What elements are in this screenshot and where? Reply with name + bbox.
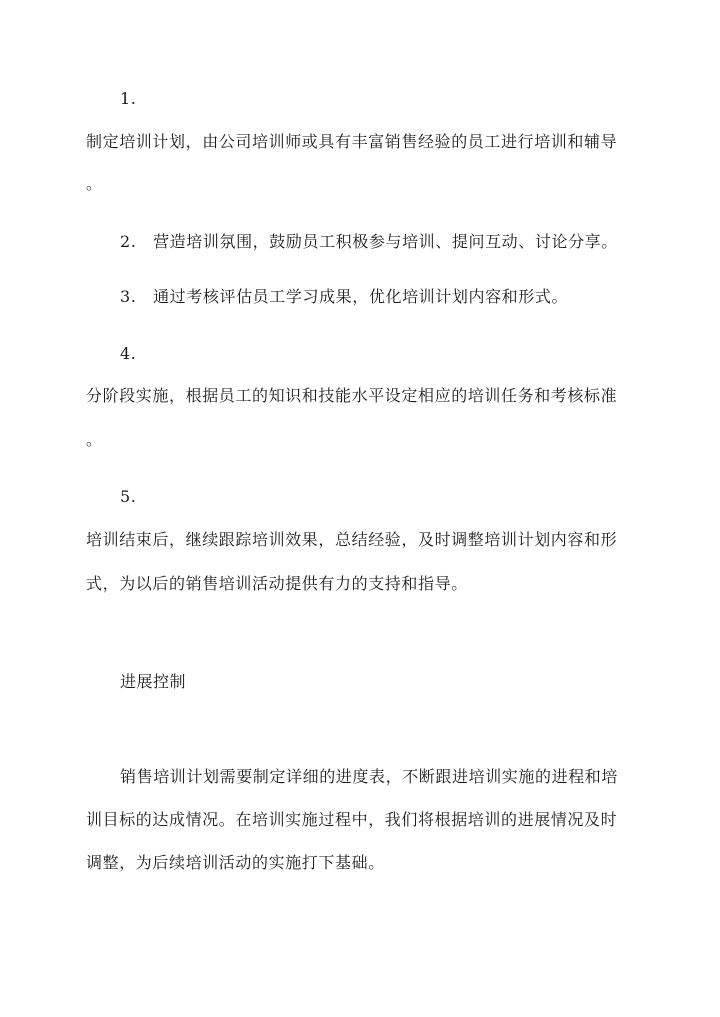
paragraph-line-2: 训目标的达成情况。在培训实施过程中，我们将根据培训的进展情况及时 bbox=[86, 810, 618, 829]
item-4-text-line-1: 分阶段实施，根据员工的知识和技能水平设定相应的培训任务和考核标准 bbox=[86, 386, 618, 405]
item-4-number: 4. bbox=[120, 344, 137, 363]
paragraph-line-1: 销售培训计划需要制定详细的进度表，不断跟进培训实施的进程和培 bbox=[120, 767, 619, 786]
item-5-text-line-2: 式，为以后的销售培训活动提供有力的支持和指导。 bbox=[86, 574, 468, 593]
section-heading: 进展控制 bbox=[120, 672, 187, 691]
item-5-text-line-1: 培训结束后，继续跟踪培训效果，总结经验，及时调整培训计划内容和形 bbox=[86, 530, 618, 549]
item-1-text-line-1: 制定培训计划，由公司培训师或具有丰富销售经验的员工进行培训和辅导 bbox=[86, 132, 618, 151]
paragraph-line-3: 调整，为后续培训活动的实施打下基础。 bbox=[86, 853, 385, 872]
item-5-number: 5. bbox=[120, 487, 137, 506]
item-2-text: 2. 营造培训氛围，鼓励员工积极参与培训、提问互动、讨论分享。 bbox=[120, 232, 618, 251]
item-3-text: 3. 通过考核评估员工学习成果，优化培训计划内容和形式。 bbox=[120, 287, 569, 306]
item-4-text-line-2: 。 bbox=[86, 430, 103, 449]
item-1-number: 1. bbox=[120, 89, 137, 108]
item-1-text-line-2: 。 bbox=[86, 174, 103, 193]
